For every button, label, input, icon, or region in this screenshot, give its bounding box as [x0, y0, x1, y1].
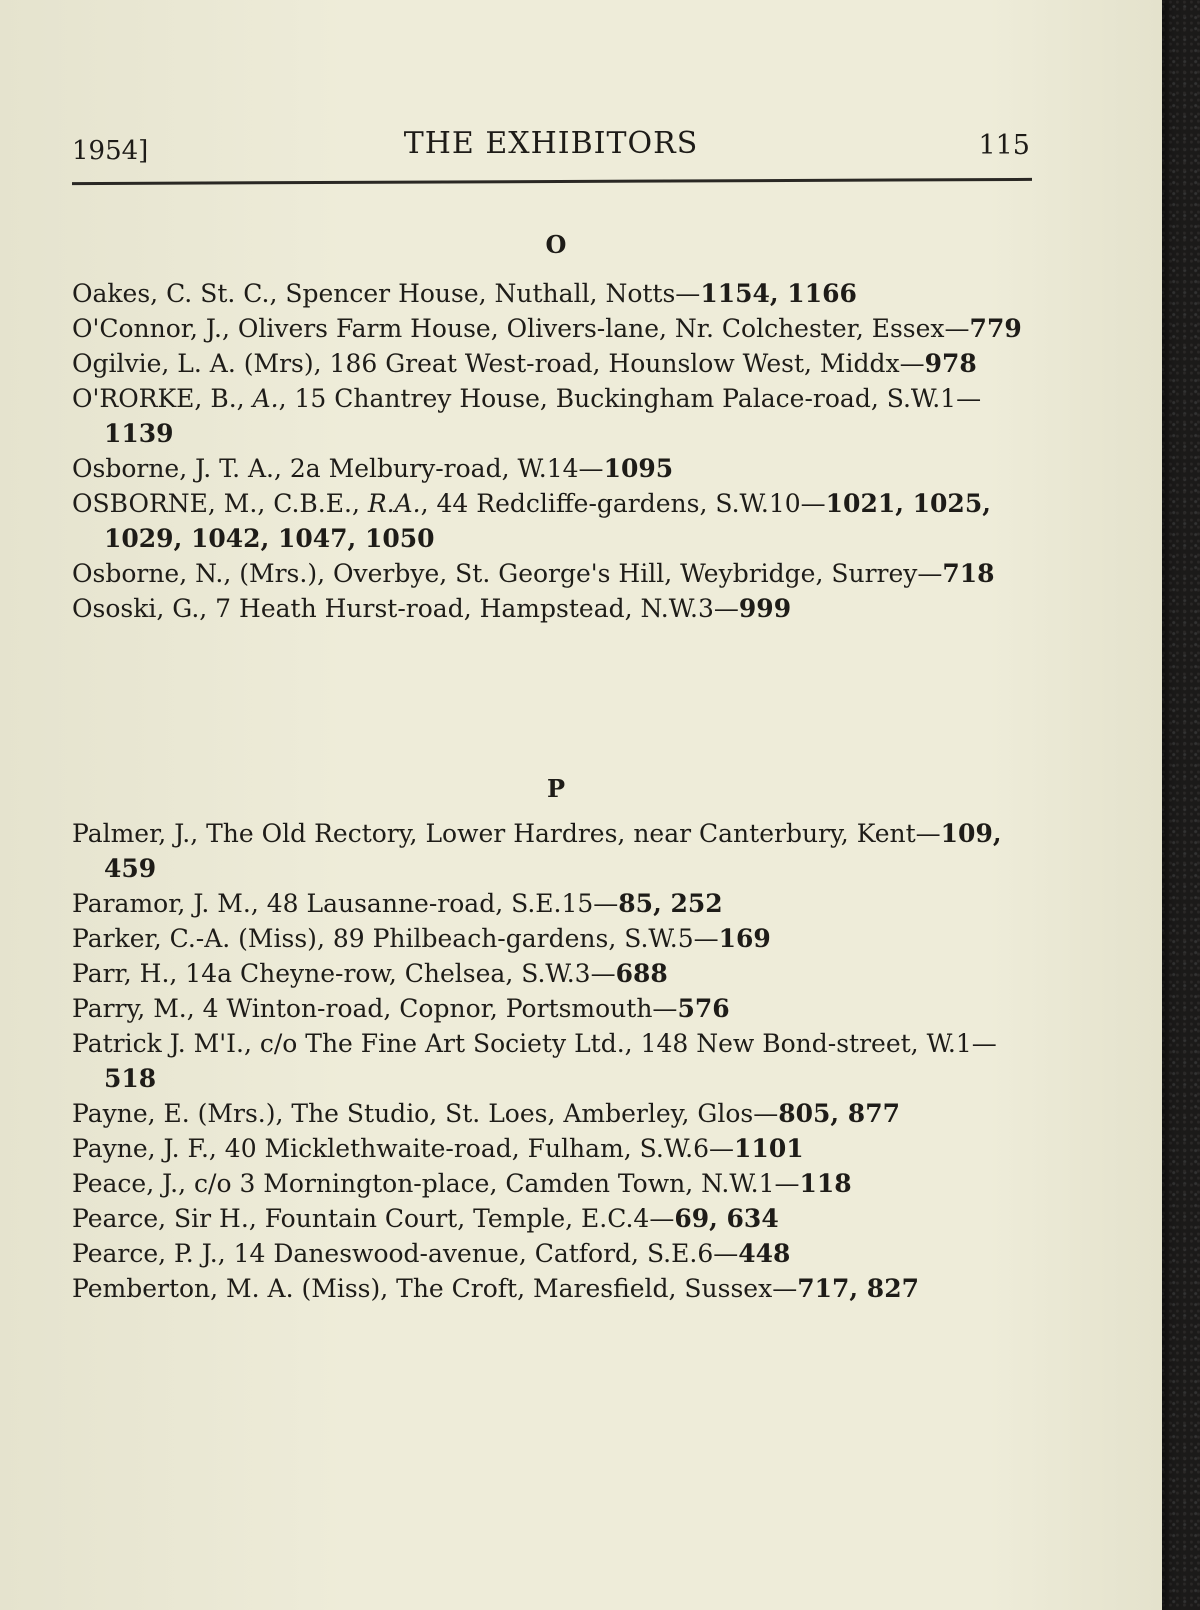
exhibitor-name: OSBORNE, M., C.B.E. — [72, 489, 352, 518]
exhibitor-address: , 4 Winton-road, Copnor, Portsmouth— — [186, 994, 678, 1023]
exhibitor-address: , Olivers Farm House, Olivers-lane, Nr. Colchester, Essex— — [221, 314, 970, 343]
exhibitor-address: , The Studio, St. Loes, Amberley, Glos— — [275, 1099, 779, 1128]
exhibitor-honour: R.A. — [367, 489, 421, 518]
catalogue-numbers: 169 — [718, 924, 771, 953]
exhibitor-address: , The Croft, Maresfield, Sussex— — [380, 1274, 798, 1303]
section-letter-o: O — [545, 230, 567, 259]
exhibitor-entry — [72, 1166, 1032, 1201]
exhibitor-name: O'Connor, J. — [72, 314, 222, 343]
exhibitor-entry — [72, 921, 1032, 956]
header-year: 1954] — [72, 136, 149, 166]
exhibitor-address: , 89 Philbeach-gardens, S.W.5— — [316, 924, 719, 953]
catalogue-numbers: 518 — [104, 1064, 157, 1093]
exhibitor-entry — [72, 276, 1032, 311]
exhibitor-entry: O'RORKE, B., A., 15 Chantrey House, Buckingham Palace-road, S.W.1—1139 — [72, 384, 982, 448]
exhibitor-entry — [72, 886, 1032, 921]
header-title: THE EXHIBITORS — [403, 126, 699, 161]
exhibitor-name: Pemberton, M. A. (Miss) — [72, 1274, 381, 1303]
exhibitor-entry — [72, 1236, 1032, 1271]
exhibitor-address: , Spencer House, Nuthall, Notts— — [269, 279, 701, 308]
exhibitor-entry — [72, 1096, 1032, 1131]
exhibitor-address: , 7 Heath Hurst-road, Hampstead, N.W.3— — [199, 594, 739, 623]
catalogue-numbers: 1101 — [734, 1134, 804, 1163]
exhibitor-entry — [72, 1131, 1032, 1166]
catalogue-numbers: 85, 252 — [618, 889, 723, 918]
exhibitor-entry — [72, 346, 1032, 381]
exhibitor-address: , The Old Rectory, Lower Hardres, near Canterbury, Kent— — [190, 819, 941, 848]
exhibitor-address: , 14a Cheyne-row, Chelsea, S.W.3— — [169, 959, 616, 988]
exhibitor-entry — [72, 816, 1032, 886]
catalogue-numbers: 1154, 1166 — [700, 279, 857, 308]
exhibitor-entry — [72, 556, 1032, 591]
exhibitor-name: Oakes, C. St. C. — [72, 279, 270, 308]
exhibitor-name: Payne, E. (Mrs.) — [72, 1099, 276, 1128]
section-o-entries — [72, 276, 1032, 626]
exhibitor-name: Palmer, J. — [72, 819, 191, 848]
exhibitor-name: Ogilvie, L. A. (Mrs) — [72, 349, 314, 378]
exhibitor-address: , 15 Chantrey House, Buckingham Palace-road, S.W.1— — [278, 384, 982, 413]
exhibitor-name: Osborne, J. T. A. — [72, 454, 274, 483]
exhibitor-entry — [72, 956, 1032, 991]
header-rule — [72, 178, 1032, 185]
catalogue-numbers: 779 — [969, 314, 1022, 343]
catalogue-numbers: 717, 827 — [797, 1274, 919, 1303]
catalogue-numbers: 1139 — [104, 419, 174, 448]
running-header — [72, 118, 1030, 172]
section-letter-p: P — [546, 774, 566, 803]
exhibitor-entry — [72, 1026, 1032, 1096]
exhibitor-name: Pearce, P. J. — [72, 1239, 218, 1268]
exhibitor-name: Paramor, J. M. — [72, 889, 251, 918]
exhibitor-name: O'RORKE, B. — [72, 384, 237, 413]
catalogue-numbers: 999 — [738, 594, 792, 623]
exhibitor-name: Payne, J. F. — [72, 1134, 209, 1163]
exhibitor-address: , 40 Micklethwaite-road, Fulham, S.W.6— — [208, 1134, 735, 1163]
exhibitor-address: , c/o 3 Mornington-place, Camden Town, N.W.1— — [178, 1169, 800, 1198]
exhibitor-honour: A. — [252, 384, 279, 413]
exhibitor-address: , 48 Lausanne-road, S.E.15— — [250, 889, 619, 918]
exhibitor-address: , 44 Redcliffe-gardens, S.W.10— — [420, 489, 826, 518]
exhibitor-entry — [72, 1271, 1032, 1306]
exhibitor-name: Ososki, G. — [72, 594, 200, 623]
catalogue-numbers: 688 — [615, 959, 668, 988]
catalogue-numbers: 118 — [799, 1169, 852, 1198]
exhibitor-entry — [72, 991, 1032, 1026]
exhibitor-address: , 2a Melbury-road, W.14— — [274, 454, 604, 483]
exhibitor-name: Peace, J. — [72, 1169, 179, 1198]
catalogue-numbers: 69, 634 — [674, 1204, 779, 1233]
exhibitor-address: , c/o The Fine Art Society Ltd., 148 New Bond-street, W.1— — [243, 1029, 997, 1058]
page-number: 115 — [978, 130, 1030, 161]
exhibitor-name: Parker, C.-A. (Miss) — [72, 924, 317, 953]
catalogue-numbers: 448 — [738, 1239, 791, 1268]
exhibitor-entry — [72, 451, 1032, 486]
exhibitor-name: Parr, H. — [72, 959, 170, 988]
exhibitor-address: , Fountain Court, Temple, E.C.4— — [248, 1204, 675, 1233]
catalogue-numbers: 1095 — [603, 454, 674, 483]
catalogue-numbers: 978 — [924, 349, 977, 378]
exhibitor-name: Patrick J. M'I. — [72, 1029, 244, 1058]
catalogue-numbers: 576 — [677, 994, 730, 1023]
exhibitor-entry — [72, 591, 1032, 626]
exhibitor-entry — [72, 1201, 1032, 1236]
exhibitor-entry — [72, 311, 1032, 346]
catalogue-numbers: 805, 877 — [778, 1099, 900, 1128]
exhibitor-address: , Overbye, St. George's Hill, Weybridge, Surrey— — [317, 559, 943, 588]
exhibitor-address: , 14 Daneswood-avenue, Catford, S.E.6— — [217, 1239, 739, 1268]
catalogue-numbers: 109, 459 — [104, 819, 1002, 883]
exhibitor-name: Parry, M. — [72, 994, 187, 1023]
exhibitor-address: , 186 Great West-road, Hounslow West, Middx— — [313, 349, 925, 378]
catalogue-numbers: 1021, 1025, 1029, 1042, 1047, 1050 — [104, 489, 991, 553]
catalogue-numbers: 718 — [942, 559, 995, 588]
exhibitor-name: Osborne, N., (Mrs.) — [72, 559, 318, 588]
section-p-entries — [72, 816, 1032, 1306]
exhibitor-entry: OSBORNE, M., C.B.E., R.A., 44 Redcliffe-gardens, S.W.10—1021, 1025, 1029, 1042, 1047, 1050 — [72, 489, 991, 553]
exhibitor-name: Pearce, Sir H. — [72, 1204, 249, 1233]
